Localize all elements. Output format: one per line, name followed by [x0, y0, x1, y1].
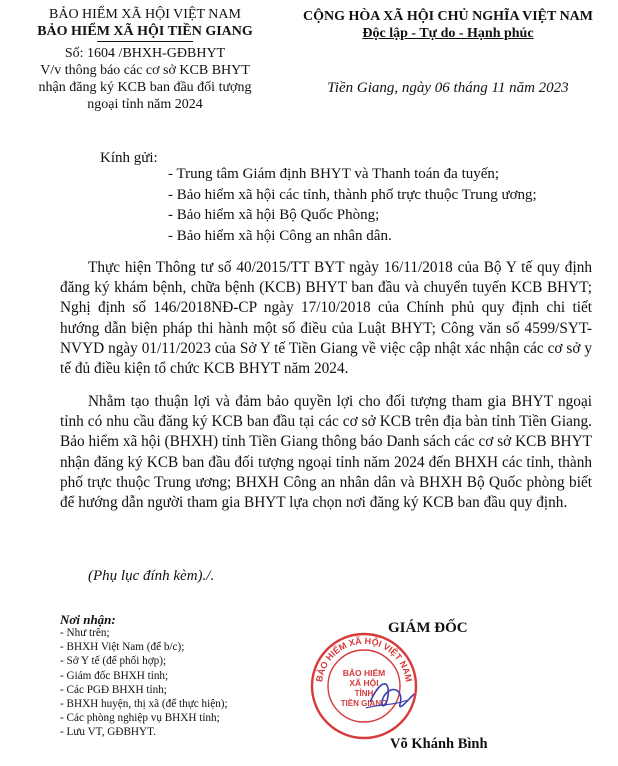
recipient-item: - Bảo hiểm xã hội Bộ Quốc Phòng; [168, 207, 380, 223]
distribution-item: - Như trên; [60, 627, 110, 639]
signer-name: Võ Khánh Bình [390, 736, 488, 752]
issuing-agency-block [10, 6, 280, 113]
recipient-item: - Trung tâm Giám định BHYT và Thanh toán đa tuyến; [168, 166, 500, 182]
distribution-item: - Lưu VT, GĐBHYT. [60, 726, 156, 739]
document-number: Số: 1604 /BHXH-GĐBHYT [64, 46, 226, 61]
body-paragraph-legal-basis: Thực hiện Thông tư số 40/2015/TT BYT ngày 16/11/2018 của Bộ Y tế quy định đăng ký khám bệnh, chữa bệnh (KCB) BHYT ban đầu và chuyển tuyến KCB BHYT; Nghị định số 146/2018NĐ-CP ngày 17/10/2018 của Chính phủ quy định chi tiết hướng dẫn biện pháp thi hành một số điều của Luật BHYT; Công văn số 4599/SYT-NVYD ngày 01/11/2023 của Sở Y tế Tiền Giang về việc cập nhật xác nhận các cơ sở y tế đủ điều kiện tổ chức KCB BHYT năm 2024. [60, 259, 592, 378]
annex-note: (Phụ lục đính kèm)./. [88, 568, 215, 584]
seal-text-line: TIỀN GIANG [340, 699, 388, 708]
distribution-item: - Các PGĐ BHXH tỉnh; [60, 683, 167, 696]
distribution-item: - BHXH Việt Nam (để b/c); [60, 641, 185, 654]
official-seal [308, 630, 420, 742]
greeting: Kính gửi: [100, 150, 158, 166]
recipient-list [168, 164, 537, 246]
parent-agency: BẢO HIỂM XÃ HỘI VIỆT NAM [49, 7, 241, 22]
distribution-item: - Sở Y tế (để phối hợp); [60, 655, 167, 668]
recipient-item: - Bảo hiểm xã hội Công an nhân dân. [168, 227, 392, 244]
seal-ring-text: BẢO HIỂM XÃ HỘI VIỆT NAM [314, 635, 414, 683]
subject-line: V/v thông báo các cơ sở KCB BHYT [40, 63, 250, 78]
distribution-item: - Các phòng nghiệp vụ BHXH tỉnh; [60, 712, 220, 725]
header-underline [97, 41, 193, 42]
signer-title: GIÁM ĐỐC [388, 620, 468, 636]
body-paragraph-notice: Nhằm tạo thuận lợi và đảm bảo quyền lợi cho đối tượng tham gia BHYT ngoại tỉnh có nhu cầu đăng ký KCB ban đầu tại các cơ sở KCB trên địa bàn tỉnh Tiền Giang. Bảo hiểm xã hội (BHXH) tỉnh Tiền Giang thông báo Danh sách các cơ sở KCB BHYT nhận đăng ký KCB ban đầu đối tượng ngoại tỉnh năm 2024 đến BHXH các tỉnh, thành phố trực thuộc Trung ương; BHXH Công an nhân dân và BHXH Bộ Quốc phòng biết để hướng dẫn người tham gia BHYT lựa chọn nơi đăng ký KCB ban đầu quy định. [60, 393, 592, 512]
distribution-list [60, 626, 228, 740]
distribution-title: Nơi nhận: [60, 612, 116, 627]
nation-name: CỘNG HÒA XÃ HỘI CHỦ NGHĨA VIỆT NAM [302, 9, 593, 24]
recipient-item: - Bảo hiểm xã hội các tỉnh, thành phố trực thuộc Trung ương; [168, 186, 537, 203]
seal-text-line: XÃ HỘI [349, 678, 379, 688]
national-motto: Độc lập - Tự do - Hạnh phúc [362, 26, 534, 41]
issuing-unit: BẢO HIỂM XÃ HỘI TIỀN GIANG [37, 24, 253, 39]
distribution-item: - BHXH huyện, thị xã (để thực hiện); [60, 698, 228, 711]
national-header-block [288, 8, 608, 42]
subject-line: ngoại tỉnh năm 2024 [87, 97, 203, 112]
distribution-item: - Giám đốc BHXH tỉnh; [60, 669, 169, 682]
seal-text-line: BẢO HIỂM [342, 668, 386, 678]
seal-text-line: TỈNH [354, 689, 374, 698]
subject-line: nhận đăng ký KCB ban đầu đối tượng [38, 80, 252, 95]
issue-date: Tiền Giang, ngày 06 tháng 11 năm 2023 [327, 80, 569, 96]
